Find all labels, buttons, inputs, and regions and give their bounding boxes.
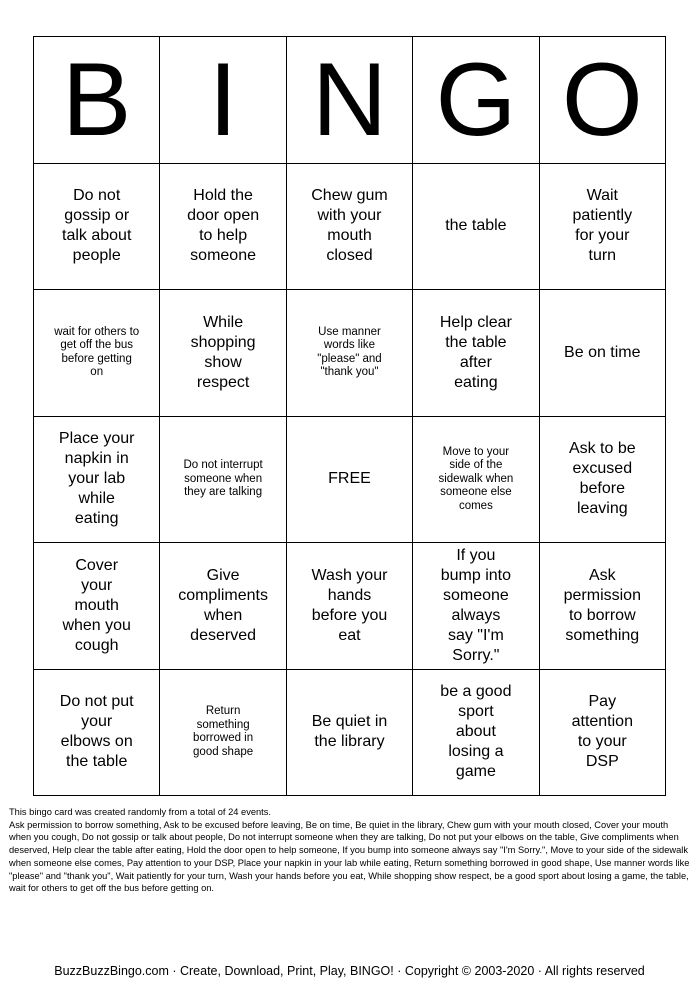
bingo-cell: Ask to be excused before leaving — [540, 417, 666, 544]
bingo-cell: Wash your hands before you eat — [287, 543, 413, 670]
header-letter-o: O — [540, 37, 666, 164]
bingo-cell: Be on time — [540, 290, 666, 417]
footer-copyright: BuzzBuzzBingo.com · Create, Download, Print, Play, BINGO! · Copyright © 2003-2020 · All rights reserved — [54, 964, 645, 978]
bingo-cell: wait for others to get off the bus before getting on — [34, 290, 160, 417]
bingo-cell: Ask permission to borrow something — [540, 543, 666, 670]
bingo-cell: If you bump into someone always say "I'm Sorry." — [413, 543, 539, 670]
bingo-cell: Be quiet in the library — [287, 670, 413, 797]
free-space-cell: FREE — [287, 417, 413, 544]
bingo-cell: Help clear the table after eating — [413, 290, 539, 417]
bingo-cell: Do not put your elbows on the table — [34, 670, 160, 797]
bingo-cell: Chew gum with your mouth closed — [287, 164, 413, 291]
bingo-cell: the table — [413, 164, 539, 291]
notes-event-list: Ask permission to borrow something, Ask to be excused before leaving, Be on time, Be quiet in the library, Chew gum with your mouth closed, Cover your mouth when you cough, Do not gossip or talk about people, Do not interrupt someone when they are talking, Do not put your elbows on the table, Give compliments when deserved, Help clear the table after eating, Hold the door open to help someone, If you bump into someone always say "I'm Sorry.", Move to your side of the sidewalk when someone else comes, Pay attention to your DSP, Place your napkin in your lab while eating, Return something borrowed in good shape, Use manner words like "please" and "thank you", Wait patiently for your turn, Wash your hands before you eat, While shopping show respect, be a good sport about losing a game, the table, wait for others to get off the bus before getting on. — [9, 819, 690, 894]
bingo-cell: Wait patiently for your turn — [540, 164, 666, 291]
bingo-cell: Place your napkin in your lab while eating — [34, 417, 160, 544]
bingo-cell: Do not interrupt someone when they are talking — [160, 417, 286, 544]
header-letter-i: I — [160, 37, 286, 164]
bingo-cell: Do not gossip or talk about people — [34, 164, 160, 291]
notes-summary: This bingo card was created randomly from a total of 24 events. — [9, 807, 271, 817]
bingo-cell: be a good sport about losing a game — [413, 670, 539, 797]
header-letter-g: G — [413, 37, 539, 164]
bingo-cell: Use manner words like "please" and "thank you" — [287, 290, 413, 417]
bingo-card — [33, 36, 666, 796]
bingo-cell: Pay attention to your DSP — [540, 670, 666, 797]
event-notes — [9, 806, 691, 895]
bingo-cell: Move to your side of the sidewalk when someone else comes — [413, 417, 539, 544]
header-letter-n: N — [287, 37, 413, 164]
header-letter-b: B — [34, 37, 160, 164]
bingo-cell: Give compliments when deserved — [160, 543, 286, 670]
bingo-cell: Cover your mouth when you cough — [34, 543, 160, 670]
bingo-cell: Hold the door open to help someone — [160, 164, 286, 291]
bingo-cell: While shopping show respect — [160, 290, 286, 417]
bingo-cell: Return something borrowed in good shape — [160, 670, 286, 797]
